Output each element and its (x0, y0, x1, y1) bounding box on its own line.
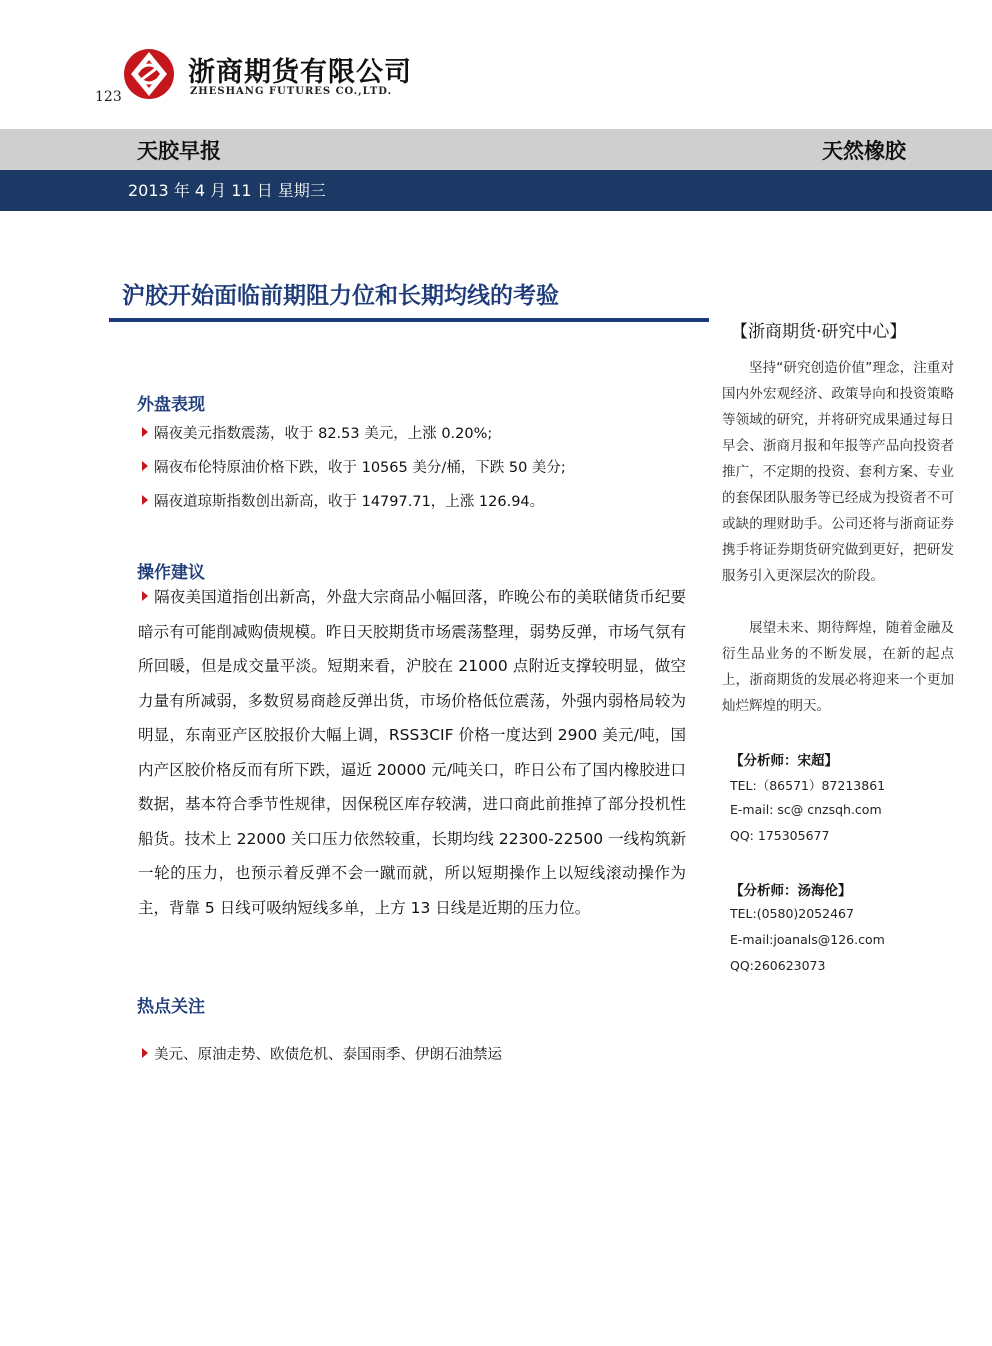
bullet-arrow-icon (142, 495, 148, 505)
analyst-phone: TEL:(0580)2052467 (730, 906, 854, 921)
report-type: 天胶早报 (137, 139, 221, 163)
analyst-name: 【分析师：宋超】 (730, 753, 838, 769)
page-number: 123 (95, 89, 122, 105)
section-heading-overseas: 外盘表现 (137, 395, 205, 415)
section-heading-hotspots: 热点关注 (137, 997, 205, 1017)
bullet-text: 美元、原油走势、欧债危机、泰国雨季、伊朗石油禁运 (154, 1047, 502, 1063)
sidebar-intro: 坚持“研究创造价值”理念，注重对国内外宏观经济、政策导向和投资策略等领域的研究，并将研究成果通过每日早会、浙商月报和年报等产品向投资者推广，不定期的投资、套利方案、专业的套保团队服务等已经成为投资者不可或缺的理财助手。公司还将与浙商证券携手将证券期货研究做到更好，把研发服务引入更深层次的阶段。 (722, 360, 954, 584)
analyst-qq: QQ: 175305677 (730, 828, 830, 843)
sidebar-outlook: 展望未来、期待辉煌，随着金融及衍生品业务的不断发展，在新的起点上，浙商期货的发展必将迎来一个更加灿烂辉煌的明天。 (722, 620, 954, 714)
bullet-text: 隔夜布伦特原油价格下跌，收于 10565 美分/桶，下跌 50 美分; (154, 460, 566, 476)
analyst-phone: TEL:（86571）87213861 (730, 778, 886, 793)
company-name-cn: 浙商期货有限公司 (188, 57, 412, 88)
report-date: 2013 年 4 月 11 日 星期三 (128, 181, 326, 200)
bullet-arrow-icon (142, 591, 148, 601)
bullet-text: 隔夜道琼斯指数创出新高，收于 14797.71，上涨 126.94。 (154, 494, 545, 510)
report-category: 天然橡胶 (822, 139, 906, 163)
list-item (142, 1043, 502, 1064)
list-item (142, 456, 566, 477)
company-name-en: ZHESHANG FUTURES CO.,LTD. (190, 86, 393, 97)
title-underline (109, 318, 709, 322)
bullet-arrow-icon (142, 461, 148, 471)
page-title: 沪胶开始面临前期阻力位和长期均线的考验 (122, 283, 559, 309)
list-item (142, 422, 492, 443)
sidebar-title: 【浙商期货·研究中心】 (731, 322, 907, 342)
analyst-email: E-mail:joanals@126.com (730, 932, 885, 947)
list-item (142, 490, 544, 511)
bullet-arrow-icon (142, 427, 148, 437)
analyst-qq: QQ:260623073 (730, 958, 826, 973)
company-logo-icon (123, 48, 175, 100)
analyst-name: 【分析师：汤海伦】 (730, 883, 852, 899)
bullet-arrow-icon (142, 1048, 148, 1058)
analyst-email: E-mail: sc@ cnzsqh.com (730, 802, 882, 817)
bullet-text: 隔夜美元指数震荡，收于 82.53 美元，上涨 0.20%; (154, 426, 493, 442)
advice-paragraph (138, 580, 686, 925)
advice-text: 隔夜美国道指创出新高，外盘大宗商品小幅回落，昨晚公布的美联储货币纪要暗示有可能削减购债规模。昨日天胶期货市场震荡整理，弱势反弹，市场气氛有所回暖，但是成交量平淡。短期来看，沪胶在 21000 点附近支撑较明显，做空力量有所减弱，多数贸易商趁反弹出货，市场价格低位震荡，外强内弱格局较为明显，东南亚产区胶报价大幅上调，RSS3CIF 价格一度达到 2900 美元/吨，国内产区胶价格反而有所下跌，逼近 20000 元/吨关口，昨日公布了国内橡胶进口数据，基本符合季节性规律，因保税区库存较满，进口商此前推掉了部分投机性船货。技术上 22000 关口压力依然较重，长期均线 22300-22500 一线构筑新一轮的压力，也预示着反弹不会一蹴而就，所以短期操作上以短线滚动操作为主，背靠 5 日线可吸纳短线多单，上方 13 日线是近期的压力位。 (138, 588, 686, 917)
section-heading-advice: 操作建议 (137, 563, 205, 583)
